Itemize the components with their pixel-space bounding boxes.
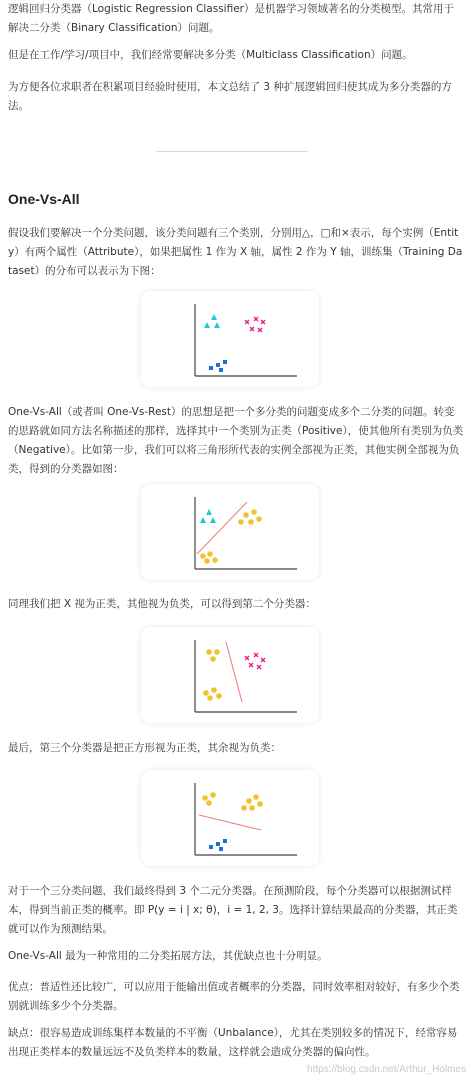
negative-point <box>214 649 220 655</box>
figure-classifier-cross <box>141 627 319 723</box>
figure-classifier-square-svg <box>141 770 319 866</box>
cross-point <box>250 327 254 331</box>
square-point <box>216 363 220 367</box>
figure-training-distribution <box>141 291 319 387</box>
square-point <box>219 368 223 372</box>
cross-point <box>254 317 258 321</box>
triangle-point <box>214 322 220 328</box>
negative-point <box>256 516 262 522</box>
negative-point <box>243 512 249 518</box>
figure-classifier-triangle <box>141 484 319 580</box>
square-points <box>209 839 227 851</box>
negative-point <box>216 693 222 699</box>
negative-point <box>212 557 218 563</box>
cross-points <box>245 653 265 669</box>
intro-paragraph-3: 为方便各位求职者在积累项目经验时使用，本文总结了 3 种扩展逻辑回归使其成为多分类器的方法。 <box>8 81 452 112</box>
decision-boundary <box>197 502 247 554</box>
negative-point <box>206 800 212 806</box>
cross-point <box>254 653 258 657</box>
square-point <box>219 847 223 851</box>
cross-point <box>258 328 262 332</box>
cross-point <box>249 663 253 667</box>
negative-points <box>202 792 263 811</box>
square-point <box>209 845 213 849</box>
triangle-point <box>206 509 212 515</box>
negative-points <box>203 649 222 701</box>
negative-point <box>238 519 244 525</box>
cross-points <box>245 317 265 332</box>
square-point <box>223 839 227 843</box>
ova-paragraph-4: 最后，第三个分类器是把正方形视为正类，其余视为负类： <box>8 742 281 754</box>
square-point <box>216 842 220 846</box>
negative-point <box>251 509 257 515</box>
triangle-point <box>210 517 216 523</box>
negative-point <box>207 551 213 557</box>
square-points <box>209 360 227 372</box>
cross-point <box>261 658 265 662</box>
figure-classifier-triangle-svg <box>141 484 319 580</box>
negative-point <box>203 690 209 696</box>
negative-point <box>241 805 247 811</box>
cross-point <box>245 656 249 660</box>
negative-point <box>207 695 213 701</box>
negative-point <box>246 798 252 804</box>
triangle-point <box>204 322 210 328</box>
negative-point <box>210 792 216 798</box>
negative-point <box>248 519 254 525</box>
ova-paragraph-3: 同理我们把 X 视为正类，其他视为负类，可以得到第二个分类器： <box>8 598 316 610</box>
negative-points <box>200 509 262 564</box>
square-point <box>223 360 227 364</box>
ova-paragraph-1: 假设我们要解决一个分类问题，该分类问题有三个类别，分别用△，□和×表示，每个实例（Entity）有两个属性（Attribute），如果把属性 1 作为 X 轴，属性 2 作为 Y 轴，训练集（Training Dataset）的分布可以表示为下图： <box>8 227 463 277</box>
negative-point <box>202 795 208 801</box>
figure-classifier-cross-svg <box>141 627 319 723</box>
pros-paragraph: 优点：普适性还比较广，可以应用于能输出值或者概率的分类器，同时效率相对较好，有多少个类别就训练多少个分类器。 <box>8 981 460 1012</box>
ova-paragraph-5: 对于一个三分类问题，我们最终得到 3 个二元分类器。在预测阶段，每个分类器可以根据测试样本，得到当前正类的概率。即 P(y = i | x; θ)，i = 1, 2, 3。选择计算结果最高的分类器，其正类就可以作为预测结果。 <box>8 885 458 935</box>
negative-point <box>200 553 206 559</box>
negative-point <box>257 801 263 807</box>
negative-point <box>204 558 210 564</box>
decision-boundary <box>226 642 242 702</box>
triangle-point <box>200 517 206 523</box>
decision-boundary <box>199 815 261 830</box>
cross-point <box>245 320 249 324</box>
negative-point <box>249 805 255 811</box>
triangle-points <box>200 509 216 523</box>
ova-paragraph-6: One-Vs-All 最为一种常用的二分类拓展方法，其优缺点也十分明显。 <box>8 950 328 962</box>
section-heading: One-Vs-All <box>8 191 80 207</box>
intro-paragraph-2: 但是在工作/学习/项目中，我们经常要解决多分类（Multiclass Classification）问题。 <box>8 49 413 61</box>
cons-paragraph: 缺点：很容易造成训练集样本数量的不平衡（Unbalance），尤其在类别较多的情况下，经常容易出现正类样本的数量远远不及负类样本的数量，这样就会造成分类器的偏向性。 <box>8 1027 458 1058</box>
cross-point <box>257 665 261 669</box>
triangle-points <box>204 314 220 328</box>
ova-paragraph-2: One-Vs-All（或者叫 One-Vs-Rest）的思想是把一个多分类的问题变成多个二分类的问题。转变的思路就如同方法名称描述的那样，选择其中一个类别为正类（Positive），使其他所有类别为负类（Negative）。比如第一步，我们可以将三角形所代表的实例全部视为正类，其他实例全部视为负类，得到的分类器如图： <box>8 406 464 475</box>
triangle-point <box>211 314 217 320</box>
negative-point <box>211 687 217 693</box>
intro-paragraph-1: 逻辑回归分类器（Logistic Regression Classifier）是机器学习领域著名的分类模型。其常用于解决二分类（Binary Classification）问题。 <box>8 3 454 34</box>
square-point <box>209 366 213 370</box>
negative-point <box>206 649 212 655</box>
negative-point <box>210 656 216 662</box>
negative-point <box>253 794 259 800</box>
watermark: https://blog.csdn.net/Arthur_Holmes <box>307 1064 466 1075</box>
figure-classifier-square <box>141 770 319 866</box>
cross-point <box>261 320 265 324</box>
figure-training-distribution-svg <box>141 291 319 387</box>
section-divider <box>156 151 308 152</box>
